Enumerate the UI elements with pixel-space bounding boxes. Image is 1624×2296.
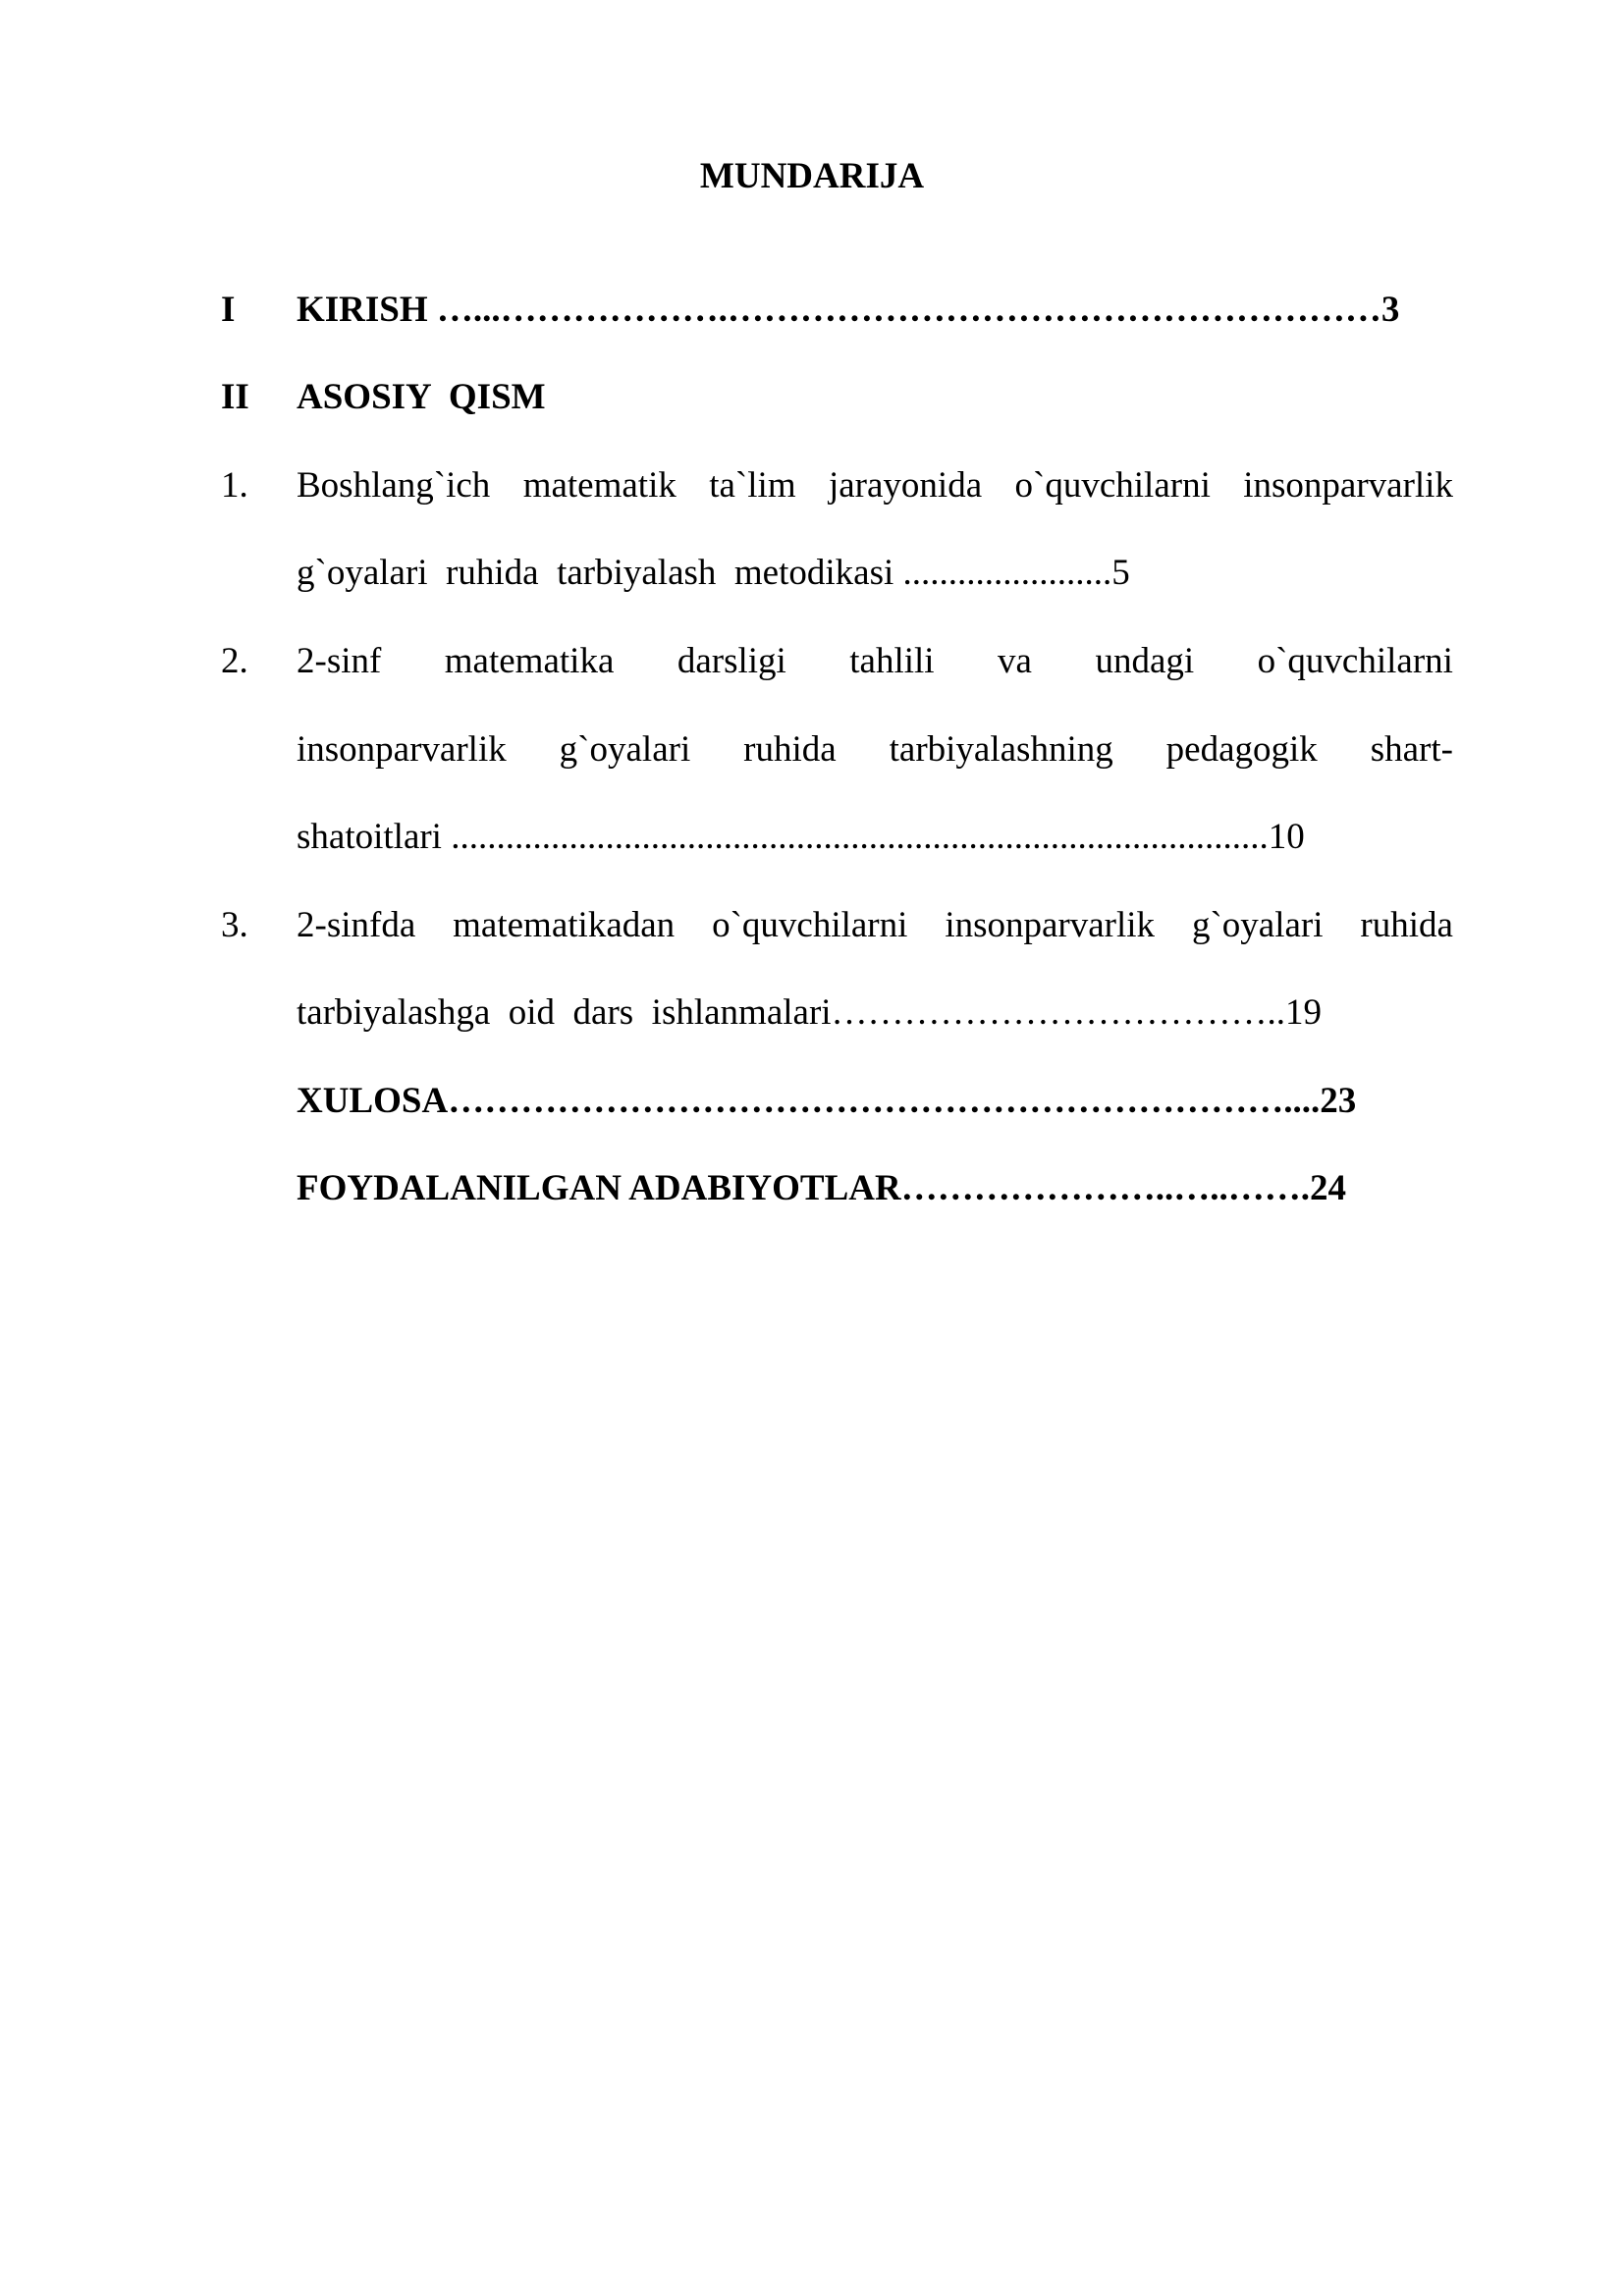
toc-entry-2 <box>0 638 1624 685</box>
toc-text: KIRISH …...……………….………………………………………………3 <box>297 290 1400 330</box>
word: 2-sinfda <box>297 905 416 945</box>
toc-number: 1. <box>221 465 248 506</box>
toc-entry-2-continued <box>0 726 1624 774</box>
toc-number: 2. <box>221 641 248 681</box>
word: o`quvchilarni <box>1257 641 1453 681</box>
toc-entry-asosiy-qism <box>0 374 1624 421</box>
toc-text-line <box>297 902 1453 949</box>
word: jarayonida <box>828 465 983 506</box>
toc-entry-adabiyotlar <box>0 1165 1624 1212</box>
toc-number: I <box>221 290 236 330</box>
toc-number: II <box>221 377 249 417</box>
toc-entry-3 <box>0 902 1624 949</box>
word: ruhida <box>743 729 837 770</box>
toc-text-line: g`oyalari ruhida tarbiyalash metodikasi .......................5 <box>297 553 1130 593</box>
word: ruhida <box>1360 905 1453 945</box>
page-title: MUNDARIJA <box>699 156 925 196</box>
toc-text-line: tarbiyalashga oid dars ishlanmalari………………………………..19 <box>297 992 1323 1033</box>
toc-entry-kirish <box>0 287 1624 334</box>
toc-text-line <box>297 638 1453 685</box>
word: va <box>998 641 1032 681</box>
word: Boshlang`ich <box>297 465 491 506</box>
word: pedagogik <box>1165 729 1318 770</box>
word: tarbiyalashning <box>889 729 1113 770</box>
word: matematika <box>444 641 615 681</box>
toc-text-line <box>297 726 1453 774</box>
word: g`oyalari <box>559 729 691 770</box>
word: matematik <box>522 465 677 506</box>
toc-text: FOYDALANILGAN ADABIYOTLAR…………………..…..…….24 <box>297 1168 1346 1208</box>
word: shart- <box>1370 729 1453 770</box>
word: undagi <box>1095 641 1195 681</box>
word: tahlili <box>849 641 935 681</box>
word: insonparvarlik <box>1243 465 1453 506</box>
toc-entry-xulosa <box>0 1078 1624 1125</box>
toc-number: 3. <box>221 905 248 945</box>
word: 2-sinf <box>297 641 382 681</box>
word: o`quvchilarni <box>712 905 908 945</box>
word: darsligi <box>677 641 786 681</box>
word: insonparvarlik <box>945 905 1156 945</box>
toc-text: ASOSIY QISM <box>297 377 546 417</box>
toc-entry-1-continued <box>0 550 1624 597</box>
toc-text: XULOSA……………………………………………………………....23 <box>297 1081 1357 1121</box>
word: g`oyalari <box>1191 905 1324 945</box>
toc-text-line <box>297 462 1453 509</box>
toc-text-line: shatoitlari ..........................................................................................10 <box>297 817 1305 857</box>
toc-entry-2-continued <box>0 814 1624 861</box>
word: ta`lim <box>709 465 796 506</box>
word: o`quvchilarni <box>1014 465 1211 506</box>
toc-entry-3-continued <box>0 989 1624 1037</box>
word: insonparvarlik <box>297 729 507 770</box>
word: matematikadan <box>453 905 676 945</box>
toc-entry-1 <box>0 462 1624 509</box>
